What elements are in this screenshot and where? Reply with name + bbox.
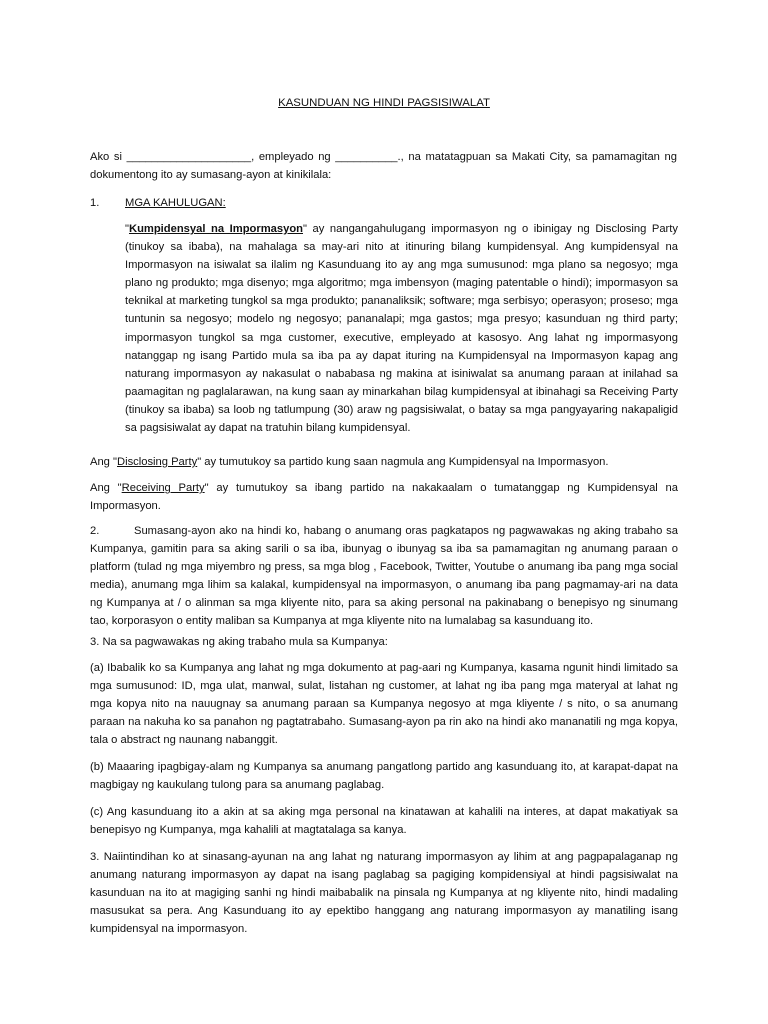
section-3-heading: 3. Na sa pagwawakas ng aking trabaho mula sa Kumpanya:: [90, 636, 388, 648]
definition-receiving-party: [90, 479, 678, 515]
definition-disclosing-party: [90, 453, 678, 471]
section-3-item-b: (b) Maaaring ipagbigay-alam ng Kumpanya sa anumang pangatlong partido ang kasunduang ito, at karapat-dapat na magbigay ng kaukulang tulong para sa anumang paglabag.: [90, 761, 678, 792]
section-1-number: 1.: [90, 197, 100, 209]
section-2-number: 2.: [90, 525, 100, 537]
section-3-item-a: (a) Ibabalik ko sa Kumpanya ang lahat ng mga dokumento at pag-aari ng Kumpanya, kasama ngunit hindi limitado sa mga sumusunod: ID, mga ulat, manwal, sulat, listahan ng customer, at lahat ng iba pang mga materyal at lahat ng mga kopya nito na nauugnay sa anumang paraan sa Kumpanya negosyo at mga kliyente / s nito, o sa anumang paraan na nakuha ko sa panahon ng pagtatrabaho. Sumasang-ayon pa rin ako na hindi ako mananatili ng mga kopya, tala o abstract ng naunang nabanggit.: [90, 662, 678, 747]
section-2-paragraph: [90, 522, 678, 631]
term-receiving-party: Receiving Party: [121, 482, 205, 494]
term-confidential-info: Kumpidensyal na Impormasyon: [128, 223, 303, 235]
definition-confidential-info: "Kumpidensyal na Impormasyon" ay nangangahulugang impormasyon ng o ibinigay ng Disclosing Party (tinukoy sa ibaba), na mahalaga sa may-ari nito at itinuring bilang kumpidensyal. Ang kumpidensyal na Impormasyon na isiwalat sa ilalim ng Kasunduang ito ay ang mga sumusunod: mga plano sa negosyo; mga plano ng produkto; mga disenyo; mga algoritmo; mga imbensyon (maging patentable o hindi); impormasyon sa teknikal at marketing tungkol sa mga produkto; pananaliksik; software; mga serbisyo; operasyon; proseso; mga tuntunin sa negosyo; modelo ng negosyo; pananalapi; mga gastos; mga presyo; kasunduan ng third party; impormasyon tungkol sa mga customer, executive, empleyado at kasosyo. Ang lahat ng impormasyong natanggap ng isang Partido mula sa iba pa ay dapat ituring na Kumpidensyal na Impormasyon kapag ang naturang impormasyon ay nakasulat o nababasa ng makina at isiniwalat sa anumang paraan at inilahad sa paamagitan ng paglalarawan, na kung saan ay minarkahan bilag kumpidensyal at ibinahagi sa Receiving Party (tinukoy sa ibaba) sa loob ng tatlumpung (30) araw ng pagsisiwalat, o batay sa mga pangyayaring nakapaligid sa pagsisiwalat ay dapat na tratuhin bilang kumpidensyal.: [125, 223, 678, 435]
disclosing-prefix: Ang ": [90, 456, 117, 468]
definition-confidential-text: " ay nangangahulugang impormasyon ng o ibinigay ng Disclosing Party (tinukoy sa ibaba), na mahalaga sa may-ari nito at itinuring bilang kumpidensyal. Ang kumpidensyal na Impormasyon na isiwalat sa ilalim ng Kasunduang ito ay ang mga sumusunod: mga plano sa negosyo; mga plano ng produkto; mga disenyo; mga algoritmo; mga imbensyon (maging patentable o hindi); impormasyon sa teknikal at marketing tungkol sa mga produkto; pananaliksik; software; mga serbisyo; operasyon; proseso; mga tuntunin sa negosyo; modelo ng negosyo; pananalapi; mga gastos; mga presyo; kasunduan ng third party; impormasyon tungkol sa mga customer, executive, empleyado at kasosyo. Ang lahat ng impormasyong natanggap ng isang Partido mula sa iba pa ay dapat ituring na Kumpidensyal na Impormasyon kapag ang naturang impormasyon ay nakasulat o nababasa ng makina at isiniwalat sa anumang paraan at inilahad sa paamagitan ng paglalarawan, na kung saan ay minarkahan bilag kumpidensyal at ibinahagi sa Receiving Party (tinukoy sa ibaba) sa loob ng tatlumpung (30) araw ng pagsisiwalat, o batay sa mga pangyayaring nakapaligid sa pagsisiwalat ay dapat na tratuhin bilang kumpidensyal.: [125, 223, 678, 435]
section-3b-paragraph: 3. Naiintindihan ko at sinasang-ayunan na ang lahat ng naturang impormasyon ay lihim at ang pagpapalaganap ng anumang naturang impormasyon ay dapat na isang paglabag sa pagiging kompidensiyal at hindi pagsisiwalat na kasunduan na ito at magiging sanhi ng hindi maibabalik na pinsala ng Kumpanya at ng kliyente nito, hindi madaling masusukat sa pera. Ang Kasunduang ito ay epektibo hanggang ang naturang impormasyon ay manatiling isang kumpidensyal na impormasyon.: [90, 851, 678, 936]
document-title: KASUNDUAN NG HINDI PAGSISIWALAT: [278, 97, 490, 109]
receiving-text: " ay tumutukoy sa ibang partido na nakakaalam o tumatanggap ng Kumpidensyal na Impormasyon.: [90, 482, 678, 513]
intro-paragraph: Ako si ____________________, empleyado ng __________., na matatagpuan sa Makati City, sa pamamagitan ng dokumentong ito ay sumasang-ayon at kinikilala:: [90, 151, 677, 182]
disclosing-text: " ay tumutukoy sa partido kung saan nagmula ang Kumpidensyal na Impormasyon.: [197, 456, 609, 468]
section-2-text: Sumasang-ayon ako na hindi ko, habang o anumang oras pagkatapos ng pagwawakas ng aking trabaho sa Kumpanya, gamitin para sa aking sarili o sa iba, ibunyag o ibunyag sa iba sa pamamagitan ng anumang paraan o platform (tulad ng mga miyembro ng press, sa mga blog , Facebook, Twitter, Youtube o anumang iba pang mga social media), anumang mga lihim sa kalakal, kumpidensyal na impormasyon, o anumang iba pang pagmamay-ari na data ng Kumpanya at / o alinman sa mga kliyente nito, para sa aking personal na pakinabang o benepisyo ng sinumang tao, korporasyon o entity maliban sa Kumpanya at mga kliyente nito na lumalabag sa kasunduang ito.: [90, 525, 678, 628]
receiving-prefix: Ang ": [90, 482, 122, 494]
section-1-heading: MGA KAHULUGAN:: [125, 197, 226, 209]
term-disclosing-party: Disclosing Party: [117, 456, 198, 468]
section-3-item-c: (c) Ang kasunduang ito a akin at sa aking mga personal na kinatawan at kahalili na interes, at dapat makatiyak sa benepisyo ng Kumpanya, mga kahalili at magtatalaga sa kanya.: [90, 806, 678, 837]
